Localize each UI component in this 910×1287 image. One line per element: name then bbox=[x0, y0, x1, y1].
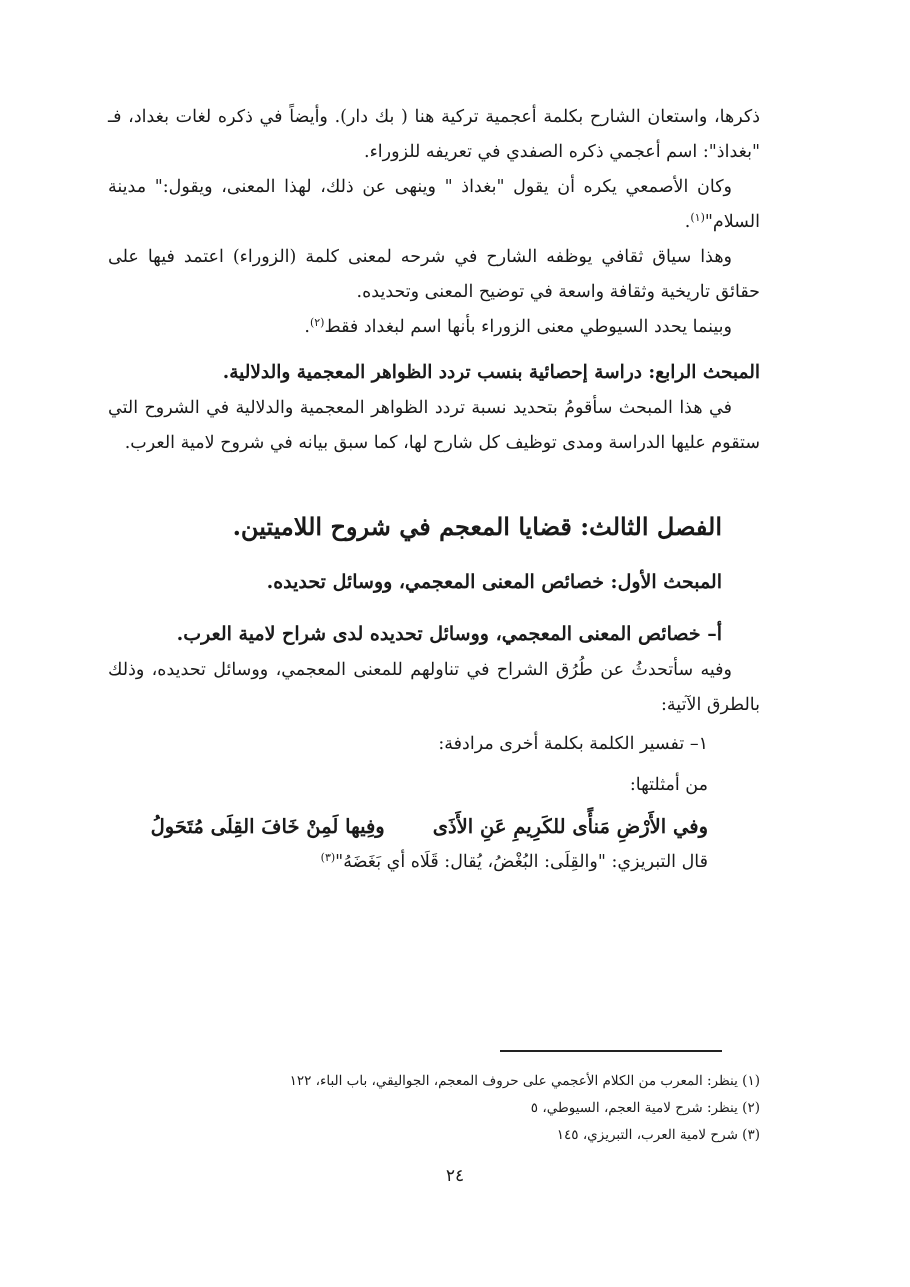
footnote: (٣) شرح لامية العرب، التبريزي، ١٤٥ bbox=[556, 1127, 760, 1143]
subsection-heading: أ– خصائص المعنى المعجمي، ووسائل تحديده لدى شراح لامية العرب. bbox=[176, 623, 722, 645]
section-heading: المبحث الأول: خصائص المعنى المعجمي، ووسائل تحديده. bbox=[266, 571, 722, 593]
section-heading: المبحث الرابع: دراسة إحصائية بنسب تردد الظواهر المعجمية والدلالية. bbox=[222, 362, 760, 383]
poetry-verse bbox=[108, 809, 760, 845]
paragraph: في هذا المبحث سأقومُ بتحديد نسبة تردد الظواهر المعجمية والدلالية في الشروح التي ستقوم عليها الدراسة ومدى توظيف كل شارح لها، كما سبق بيانه في شروح لامية العرب. bbox=[108, 398, 760, 453]
paragraph bbox=[108, 100, 760, 170]
paragraph bbox=[108, 310, 760, 345]
page-body bbox=[108, 100, 760, 880]
quotation bbox=[108, 845, 760, 880]
examples-label: من أمثلتها: bbox=[629, 775, 708, 795]
footnote-separator bbox=[500, 1050, 722, 1052]
paragraph-text: وبينما يحدد السيوطي معنى الزوراء بأنها اسم لبغداد فقط bbox=[324, 317, 732, 337]
footnote-ref[interactable]: (١) bbox=[690, 211, 705, 224]
quotation-text: قال التبريزي: "والقِلَى: البُغْضُ، يُقال: قَلَاه أي بَغَضَهُ" bbox=[335, 852, 708, 872]
paragraph-text: ذكرها، واستعان الشارح بكلمة أعجمية تركية هنا ( بك دار). وأيضاً في ذكره لغات بغداد، فـ "بغداذ": اسم أعجمي ذكره الصفدي في تعريفه للزوراء. bbox=[108, 107, 760, 162]
punctuation: . bbox=[684, 212, 691, 232]
footnote-ref[interactable]: (٢) bbox=[309, 316, 325, 329]
paragraph bbox=[108, 240, 760, 310]
paragraph-text: وكان الأصمعي يكره أن يقول "بغداذ " وينهى عن ذلك، لهذا المعنى، ويقول:" مدينة السلام" bbox=[108, 177, 760, 232]
list-item: ١– تفسير الكلمة بكلمة أخرى مرادفة: bbox=[438, 734, 708, 754]
punctuation: . bbox=[304, 317, 310, 337]
footnote: (١) ينظر: المعرب من الكلام الأعجمي على حروف المعجم، الجواليقي، باب الباء، ١٢٢ bbox=[289, 1073, 760, 1089]
paragraph bbox=[108, 170, 760, 240]
chapter-title: الفصل الثالث: قضايا المعجم في شروح اللاميتين. bbox=[232, 512, 722, 541]
footnotes bbox=[108, 1068, 760, 1149]
page-number: ٢٤ bbox=[445, 1166, 465, 1186]
paragraph-text: وهذا سياق ثقافي يوظفه الشارح في شرحه لمعنى كلمة (الزوراء) اعتمد فيها على حقائق تاريخية وثقافة واسعة في توضيح المعنى وتحديده. bbox=[108, 247, 760, 302]
paragraph: وفيه سأتحدثُ عن طُرُق الشراح في تناولهم للمعنى المعجمي، ووسائل تحديده، وذلك بالطرق الآتية: bbox=[108, 660, 760, 715]
footnote-ref[interactable]: (٣) bbox=[320, 851, 336, 864]
verse-first-hemistich: وفي الأَرْضِ مَنأًى للكَرِيمِ عَنِ الأَذَى bbox=[432, 815, 708, 838]
footnote: (٢) ينظر: شرح لامية العجم، السيوطي، ٥ bbox=[530, 1100, 760, 1116]
verse-second-hemistich: وفِيها لَمِنْ خَافَ القِلَى مُتَحَولُ bbox=[150, 815, 385, 838]
